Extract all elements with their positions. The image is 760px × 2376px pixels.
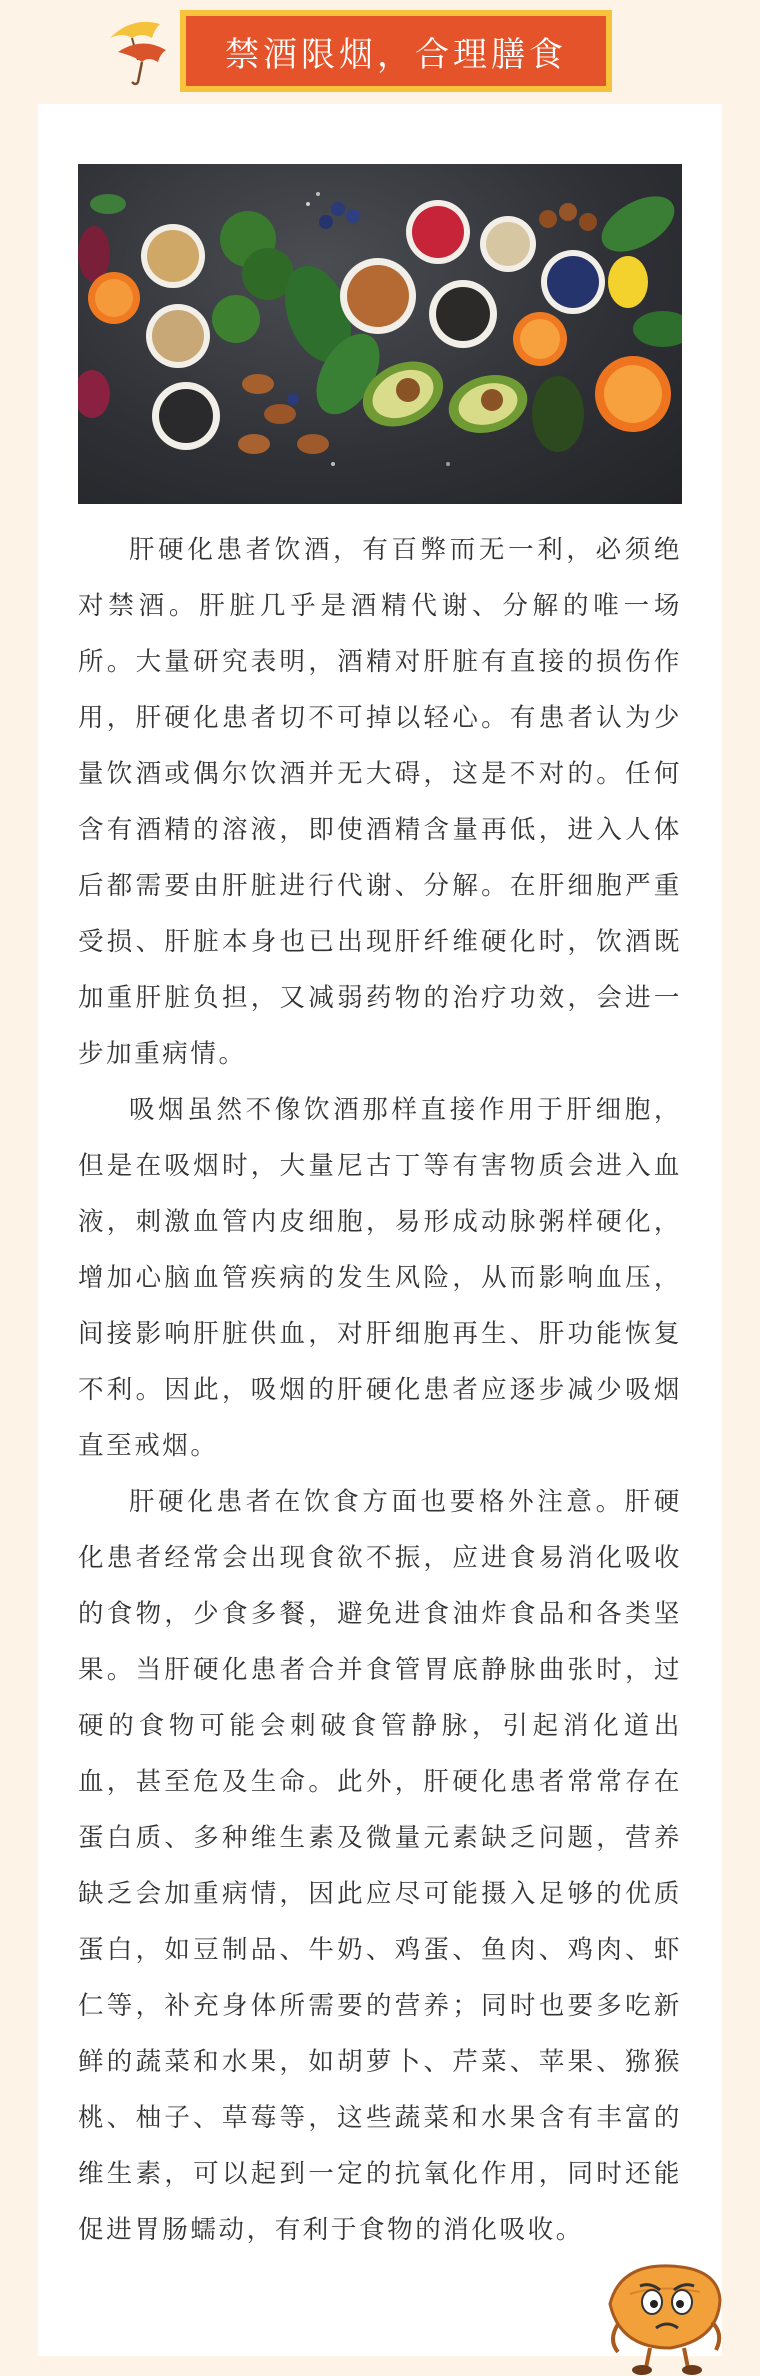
umbrella-decoration-icon — [102, 16, 180, 86]
page-title: 禁酒限烟，合理膳食 — [186, 16, 606, 86]
liver-mascot-icon — [600, 2244, 730, 2376]
article-body — [78, 522, 682, 2258]
paragraph-alcohol: 肝硬化患者饮酒，有百弊而无一利，必须绝对禁酒。肝脏几乎是酒精代谢、分解的唯一场所。大量研究表明，酒精对肝脏有直接的损伤作用，肝硬化患者切不可掉以轻心。有患者认为少量饮酒或偶尔饮酒并无大碍，这是不对的。任何含有酒精的溶液，即使酒精含量再低，进入人体后都需要由肝脏进行代谢、分解。在肝细胞严重受损、肝脏本身也已出现肝纤维硬化时，饮酒既加重肝脏负担，又减弱药物的治疗功效，会进一步加重病情。 — [78, 535, 682, 1069]
paragraph-smoking: 吸烟虽然不像饮酒那样直接作用于肝细胞，但是在吸烟时，大量尼古丁等有害物质会进入血液，刺激血管内皮细胞，易形成动脉粥样硬化，增加心脑血管疾病的发生风险，从而影响血压，间接影响肝脏供血，对肝细胞再生、肝功能恢复不利。因此，吸烟的肝硬化患者应逐步减少吸烟直至戒烟。 — [78, 1095, 682, 1461]
header — [0, 0, 760, 100]
content-card — [38, 104, 722, 2356]
food-illustration — [78, 164, 682, 504]
title-banner — [180, 10, 612, 92]
paragraph-diet: 肝硬化患者在饮食方面也要格外注意。肝硬化患者经常会出现食欲不振，应进食易消化吸收的食物，少食多餐，避免进食油炸食品和各类坚果。当肝硬化患者合并食管胃底静脉曲张时，过硬的食物可能会刺破食管静脉，引起消化道出血，甚至危及生命。此外，肝硬化患者常常存在蛋白质、多种维生素及微量元素缺乏问题，营养缺乏会加重病情，因此应尽可能摄入足够的优质蛋白，如豆制品、牛奶、鸡蛋、鱼肉、鸡肉、虾仁等，补充身体所需要的营养；同时也要多吃新鲜的蔬菜和水果，如胡萝卜、芹菜、苹果、猕猴桃、柚子、草莓等，这些蔬菜和水果含有丰富的维生素，可以起到一定的抗氧化作用，同时还能促进胃肠蠕动，有利于食物的消化吸收。 — [78, 1487, 682, 2245]
healthy-food-photo — [78, 164, 682, 504]
